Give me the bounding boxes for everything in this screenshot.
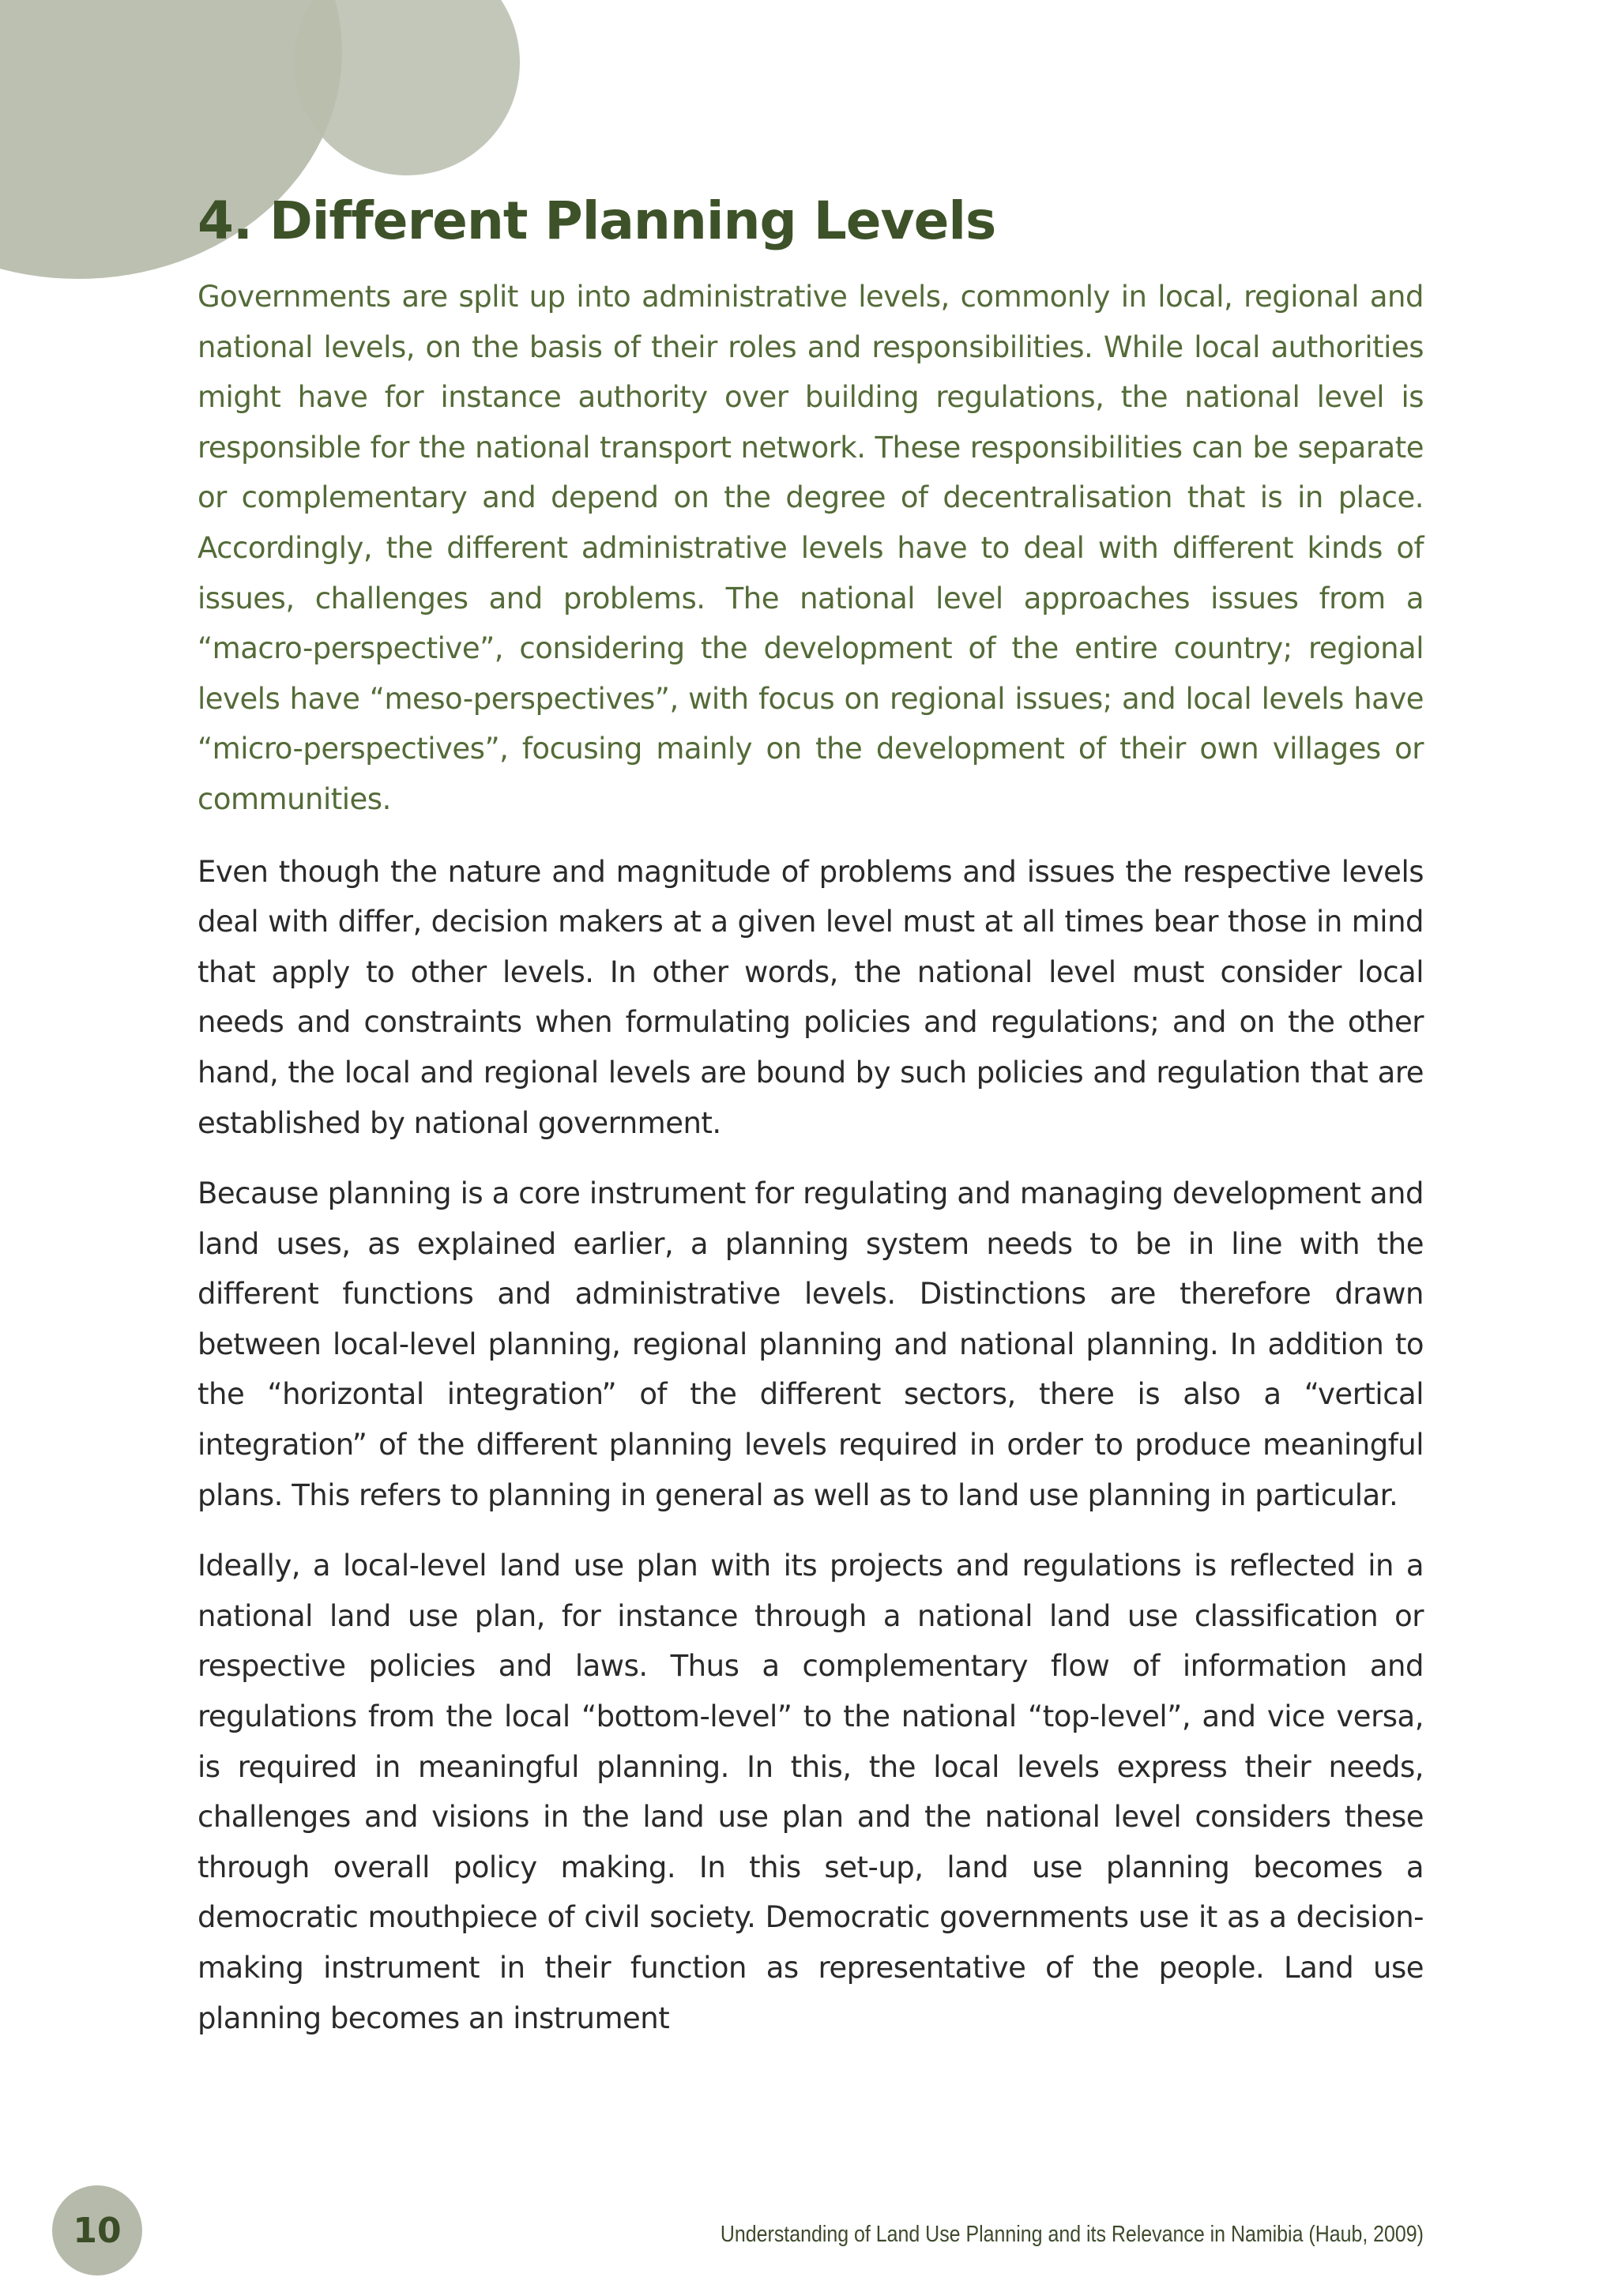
body-paragraph: Because planning is a core instrument for regulating and managing development and land uses, as explained earlier, a planning system needs to be in line with the different functions and administrative levels. Distinctions are therefore drawn between local-level planning, regional planning and national planning. In addition to the “horizontal integration” of the different sectors, there is also a “vertical integration” of the different planning levels required in order to produce meaningful plans. This refers to planning in general as well as to land use planning in particular. [198, 1176, 1424, 1512]
decorative-circle-small [294, 0, 520, 175]
section-heading: 4. Different Planning Levels [198, 190, 996, 251]
body-paragraph: Even though the nature and magnitude of problems and issues the respective levels deal with differ, decision makers at a given level must at all times bear those in mind that apply to other levels. In other words, the national level must consider local needs and constraints when formulating policies and regulations; and on the other hand, the local and regional levels are bound by such policies and regulation that are established by national government. [198, 854, 1424, 1140]
page-content [198, 188, 1424, 2064]
body-paragraph: Ideally, a local-level land use plan with its projects and regulations is reflected in a national land use plan, for instance through a national land use classification or respective policies and laws. Thus a complementary flow of information and regulations from the local “bottom-level” to the national “top-level”, and vice versa, is required in meaningful planning. In this, the local levels express their needs, challenges and visions in the land use plan and the national level considers these through overall policy making. In this set-up, land use planning becomes a democratic mouthpiece of civil society. Democratic governments use it as a decision-making instrument in their function as representative of the people. Land use planning becomes an instrument [198, 1549, 1424, 2035]
intro-paragraph: Governments are split up into administrative levels, commonly in local, regional and national levels, on the basis of their roles and responsibilities. While local authorities might have for instance authority over building regulations, the national level is responsible for the national transport network. These responsibilities can be separate or complementary and depend on the degree of decentralisation that is in place. Accordingly, the different administrative levels have to deal with different kinds of issues, challenges and problems. The national level approaches issues from a “macro-perspective”, considering the development of the entire country; regional levels have “meso-perspectives”, with focus on regional issues; and local levels have “micro-perspectives”, focusing mainly on the development of their own villages or communities. [198, 280, 1424, 816]
footer-citation: Understanding of Land Use Planning and its Relevance in Namibia (Haub, 2009) [720, 2222, 1424, 2247]
page-number: 10 [52, 2185, 142, 2275]
